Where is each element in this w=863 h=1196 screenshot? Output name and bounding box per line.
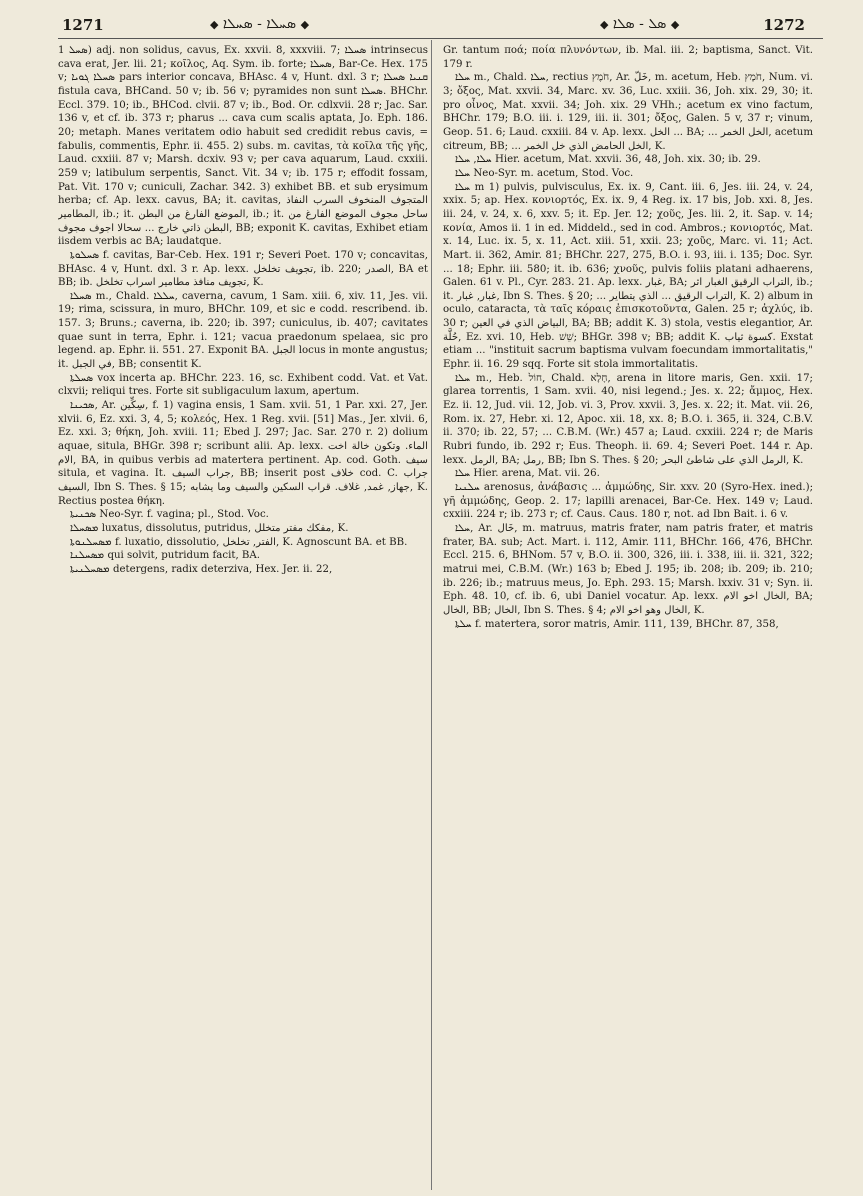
dictionary-entry: ܚܠܐ m 1) pulvis, pulvisculus, Ex. ix. 9, Cant. iii. 6, Jes. iii. 24, v. 24, xxix. 5; ap. Hex. κονιορτός, Ex. ix. 9, 4 Reg. ix. 17 bis, Job. xxi. 8, Jes. iii. 24, v. 24, x. 6, xxv. 5; it. Ep. Jer. 12; χοῦς, Jes. lii. 2, it. Sap. v. 14; κονία, Amos ii. 1 in ed. Middeld., sed in cod. Ambros.; κονιορτός, Mat. x. 14, Luc. ix. 5, x. 11, Act. xiii. 51, xxii. 23; χοῦς, Marc. vi. 11; Act. Mart. ii. 362, Amir. 81; BHChr. 227, 275, B.O. i. 93, iii. i. 135; Doc. Syr. ... 18; Ephr. iii. 580; it. ib. 636; χνοῦς, pulvis foliis platani adhaerens, Galen. 61 v. Pl., Cyr. 283. 21. Ap. lexx. غبار, BA; التراب الرقيق الغبار اثر, ib.; it. غبار, غبار, Ibn S. Thes. § 20; ... التراب الرقيق ... الذي يتطاير, K. 2) album in oculo, cataracta, τὰ ταῖς κόραις ἐπισκοτοῦντα, Galen. 25 r; ἀχλύς, ib. 30 r; البياض الذي في العين, BA; BB; addit K. 3) stola, vestis elegantior, Ar. حُلَّة, Ez. xvi. 10, Heb. שֵׁשׁ; BHGr. 398 v; BB; addit K. كسوة ثياب. Exstat etiam ... "instituit sacrum baptisma vulvam foecundam immortalitatis," Ephr. ii. 16. 29 sqq. Forte sit stola immortalitatis. <box>443 181 813 371</box>
right-column <box>443 44 813 1190</box>
ornament-icon: ◆ <box>670 18 680 31</box>
dictionary-entry: ܡܣܚܠܐ luxatus, dissolutus, putridus, مفكك مفتر متخلل, K. <box>70 522 349 534</box>
left-page-number: 1271 <box>62 16 104 34</box>
dictionary-entry: ܣܚܠܬܐ vox incerta ap. BHChr. 223. 16, sc. Exhibent codd. Vat. et Vat. clxvii; reliqui tres. Forte sit subligaculum laxum, apertum. <box>58 372 428 398</box>
dictionary-entry: ܚܠܐ Hier. arena, Mat. vii. 26. <box>455 468 600 480</box>
dictionary-entry: ܚܠܐ, Ar. خَال, m. matruus, matris frater, nam patris frater, et matris frater, BA. sub; Act. Mart. i. 112, Amir. 111, BHChr. 166, 476, BHChr. Eccl. 215. 6, BHNom. 57 v, B.O. ii. 300, 326, iii. i. 338, iii. ii. 321, 322; matrui mei, C.B.M. (Wr.) 163 b; Ebed J. 195; ib. 208; ib. 209; ib. 210; ib. 226; ib.; matruus meus, Jo. Eph. 293. 15; Marsh. lxxiv. 31 v; Syn. ii. Eph. 48. 10, cf. ib. 6, ubi Daniel vocatur. Ap. lexx. الخال اخو الام, BA; الخال, BB; الخال, Ibn S. Thes. § 4; الخال وهو اخو الام, K. <box>443 522 813 616</box>
dictionary-entry: ܣܟܢܝܬܐ Neo-Syr. f. vagina; pl., Stod. Voc. <box>70 509 269 521</box>
ornament-icon: ◆ <box>300 18 310 31</box>
dictionary-entry: ܚܠܐ Neo-Syr. m. acetum, Stod. Voc. <box>455 167 634 179</box>
dictionary-entry: ܚܠܐ m., Heb. חוֹל, Chald. חָלָא, arena in litore maris, Gen. xxii. 17; glarea torrentis, 1 Sam. xvii. 40, nisi legend.; Jes. x. 22; ἄμμος, Hex. Ez. ii. 12, Jud. vii. 12, Job. vi. 3, Prov. xxvii. 3, Jes. x. 22; it. Mat. vii. 26, Rom. ix. 27, Hebr. xi. 12, Apoc. xii. 18, xx. 8; B.O. i. 365, ii. 324, C.B.V. ii. 370; ib. 22, 57; ... C.B.M. (Wr.) 457 a; Laud. cxxiii. 224 r; de Maris Rubri fundo, ib. 292 r; Eus. Theoph. ii. 69. 4; Severi Poet. 144 r. Ap. lexx. الرمل, BA; رمل, BB; Ibn S. Thes. § 20; الرمل الذي على شاطئ البحر, K. <box>443 372 813 466</box>
dictionary-entry: ܣܟܝܢܐ, Ar. سِكِّين, f. 1) vagina ensis, 1 Sam. xvii. 51, 1 Par. xxi. 27, Jer. xlvii. 6, Ez. xxi. 3, 4, 5; κολεός, Hex. 1 Reg. xvii. [51] Mas., Jer. xlvii. 6, Ez. xxi. 3; θήκη, Joh. xviii. 11; Ebed J. 297; Jac. Sar. 270 r. 2) dolium aquae, situla, BHGr. 398 r; scribunt alii. Ap. lexx. الماء. وتكون خالة اخت الام, BA, in quibus verbis ad matertera pertinent. Ap. cod. Goth. سيف situla, et vagina. It. جراب السيف, BB; inserit post خلاف cod. C. جراب السيف, Ibn S. Thes. § 15; جهاز, غمد, غلاف. قراب السكين والسيف وما يشابه, K. Rectius postea θήκη. <box>58 400 428 507</box>
header-rule <box>58 38 823 39</box>
dictionary-entry: ܣܚܠܘܬܐ f. cavitas, Bar-Ceb. Hex. 191 r; Severi Poet. 170 v; concavitas, BHAsc. 4 v, Hunt. dxl. 3 r. Ap. lexx. تجويف تخلخل, ib. 220; الصدر, BA et BB; ib. تجويف منافذ مطامير اسراب تخلخل, K. <box>58 249 428 289</box>
right-running-head-text: ܣܠ - ܣܠܐ <box>612 16 667 32</box>
left-column <box>58 44 428 1190</box>
dictionary-entry: ܚܠܬܐ f. matertera, soror matris, Amir. 111, 139, BHChr. 87, 358, <box>455 618 779 630</box>
dictionary-entry: ܡܣܚܠܢܝܬܐ detergens, radix deterziva, Hex. Jer. ii. 22, <box>70 563 333 575</box>
dictionary-entry: ܡܣܚܠܢܐ qui solvit, putridum facit, BA. <box>70 550 261 562</box>
right-running-head <box>600 16 679 32</box>
ornament-icon: ◆ <box>600 18 609 31</box>
left-running-head <box>210 16 309 32</box>
right-page-number: 1272 <box>763 16 805 34</box>
dictionary-entry: ܚܠܢܝܐ arenosus, ἀνάβασις ... ἀμμώδης, Sir. xxv. 20 (Syro-Hex. ined.); γῆ ἀμμώδης, Geop. 2. 17; lapilli arenacei, Bar-Ce. Hex. 149 v; Laud. cxxiii. 224 r; ib. 273 r; cf. Caus. Caus. 180 r, not. ad Ibn Bait. i. 6 v. <box>443 482 813 521</box>
dictionary-entry: ܚܠܐ m., Chald. ܚܠܐ, rectius חֹמֶץ, Ar. خَلّ, m. acetum, Heb. חֹמֶץ, Num. vi. 3; ὄξος, Mat. xxvii. 34, Marc. xv. 36, Luc. xxiii. 36, Joh. xix. 29, 30; it. pro οἶνος, Mat. xxvii. 34; Joh. xix. 29 VHh.; acetum ex vino factum, BHChr. 179; B.O. iii. i. 129, iii. ii. 301; ὄξος, Galen. 5 v, 37 r; vinum, Geop. 51. 6; Laud. cxxiii. 84 v. Ap. lexx. الخل ... BA; ... الخل الخمر, acetum citreum, BB; ... الخل الحامض الذي خل الخمر, K. <box>443 72 813 152</box>
dictionary-entry: ܚܠܐ, ܚܠܐ Hier. acetum, Mat. xxvii. 36, 48, Joh. xix. 30; ib. 29. <box>455 154 761 166</box>
page-header <box>40 6 827 38</box>
column-divider <box>431 40 432 1190</box>
left-running-head-text: ܣܚܠܐ - ܣܚܠܐ <box>222 16 297 32</box>
dictionary-entry: ܣܚܠ 1) adj. non solidus, cavus, Ex. xxvii. 8, xxxviii. 7; ܣܚܠܐ intrinsecus cava erat, Jer. lii. 21; κοῖλος, Aq. Sym. ib. forte; ܣܚܠܐ, Bar-Ce. Hex. 175 v; ܣܚܠܐ ܓܘܝܐ pars interior concava, BHAsc. 4 v, Hunt. dxl. 3 r; ܩܢܝܐ ܣܚܠܐ fistula cava, BHCand. 50 v; ib. 56 v; pyramides non sunt ܣܚܠܐ. BHChr. Eccl. 379. 10; ib., BHCod. clvii. 87 v; ib., Bod. Or. cdlxvii. 28 r; Jac. Sar. 136 v, et cf. ib. 373 r; pharus ... cava cum scalis aptata, Jo. Eph. 186. 20; metaph. Manes veritatem odio habuit sed credidit rebus cavis, = fabulis, commentis, Ephr. ii. 455. 2) subs. m. cavitas, τὰ κοῖλα τῆς γῆς, Laud. cxxiii. 87 v; Marsh. dcxiv. 93 v; per cava aquarum, Laud. cxxiii. 259 v; latibulum serpentis, Sanct. Vit. 34 v; ib. 175 r; effodit fossam, Pat. Vit. 170 v; cuniculi, Zachar. 342. 3) exhibet BB. et sub erysimum herba; cf. Ap. lexx. cavus, BA; it. cavitas, المتجوف المنخوف السرب النفاذ المطامير, ib.; it. الموضع الفارغ من البطن, ib.; it. ساحل مجوف الموضع الفارغ من البطن ذاتي خارج ... سحالا اجوف مجوف, BB; exponit K. cavitas, Exhibet etiam iisdem verbis ac BA; laudatque. <box>58 45 428 248</box>
dictionary-entry: ܣܚܠܐ m., Chald. ܚܠܠܐ, caverna, cavum, 1 Sam. xiii. 6, xiv. 11, Jes. vii. 19; rima, scissura, in muro, BHChr. 109, et sic e codd. rescribend. ib. 157. 3; Bruns.; caverna, ib. 220; ib. 397; cuniculus, ib. 407; cavitates quae sunt in terra, Ephr. i. 121; vacua praedonum spelaea, sic pro legend. ap. Ephr. ii. 551. 27. Exponit BA. الجبل locus in monte angustus; it. في الجبل, BB; consentit K. <box>58 290 428 371</box>
ornament-icon: ◆ <box>210 18 219 31</box>
dictionary-entry: Gr. tantum ποά; ποία πλυνόντων, ib. Mal. iii. 2; baptisma, Sanct. Vit. 179 r. <box>443 45 813 70</box>
dictionary-entry: ܡܣܚܠܢܘܬܐ f. luxatio, dissolutio, الفتر, تخلخل, K. Agnoscunt BA. et BB. <box>70 536 408 548</box>
